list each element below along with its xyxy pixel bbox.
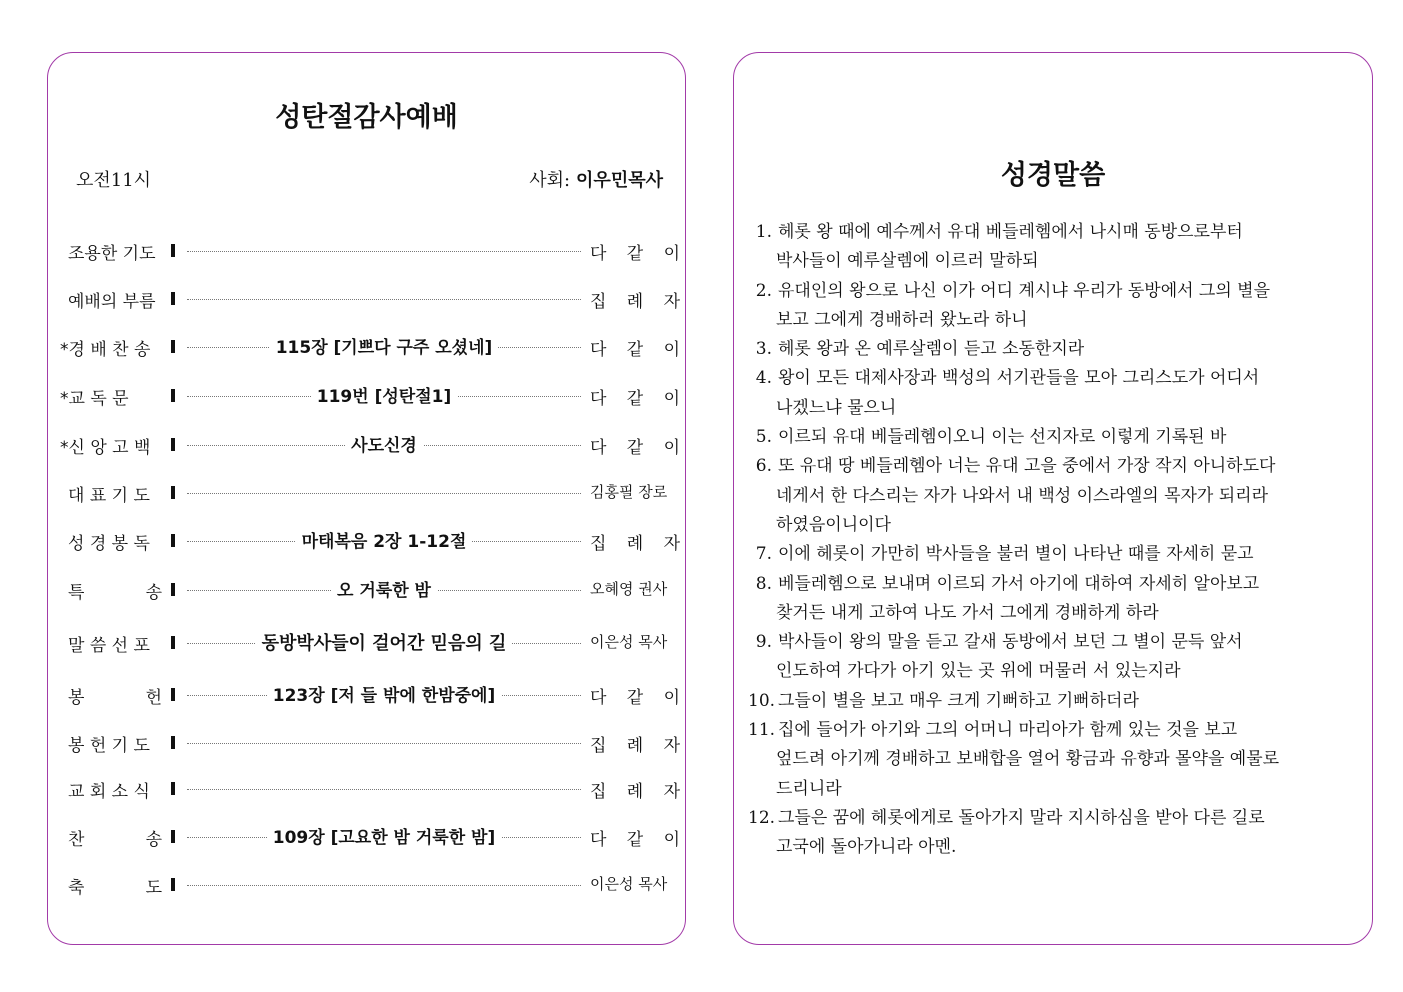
row-officiant: 집 례 자 <box>590 782 680 802</box>
verse-continuation-line <box>748 247 1358 276</box>
verse-text: 그들은 꿈에 헤롯에게로 돌아가지 말라 지시하심을 받아 다른 길로 <box>778 807 1265 828</box>
order-row <box>48 574 685 604</box>
row-label: 봉 헌 <box>68 688 162 708</box>
verse-line <box>748 335 1358 364</box>
verse-text: 그들이 별을 보고 매우 크게 기뻐하고 기뻐하더라 <box>778 690 1139 711</box>
scripture-panel <box>733 52 1373 945</box>
verse-continuation-line <box>748 394 1358 423</box>
order-row <box>48 477 685 507</box>
order-row <box>48 679 685 709</box>
verse <box>748 218 1358 277</box>
row-officiant: 김홍필 장로 <box>590 483 668 501</box>
dotted-leader <box>187 885 581 886</box>
verse-text: 나겠느냐 물으니 <box>776 397 897 418</box>
verse <box>748 804 1358 863</box>
row-officiant: 다 같 이 <box>590 830 680 850</box>
row-content <box>187 629 581 655</box>
row-label: 대 표 기 도 <box>68 486 150 506</box>
row-label: 봉 헌 기 도 <box>68 736 150 756</box>
verse-text: 유대인의 왕으로 나신 이가 어디 계시냐 우리가 동방에서 그의 별을 <box>778 280 1271 301</box>
verse-number: 5. <box>755 427 772 448</box>
row-marker <box>171 878 175 891</box>
verse-text: 네게서 한 다스리는 자가 나와서 내 백성 이스라엘의 목자가 되리라 <box>776 485 1269 506</box>
row-content <box>187 333 581 358</box>
verse-line <box>748 716 1358 745</box>
verse-text: 이에 헤롯이 가만히 박사들을 불러 별이 나타난 때를 자세히 묻고 <box>778 544 1254 565</box>
verse-text: 엎드려 아기께 경배하고 보배합을 열어 황금과 유향과 몰약을 예물로 <box>776 749 1280 770</box>
verse <box>748 687 1358 716</box>
row-marker <box>171 534 175 547</box>
row-officiant: 다 같 이 <box>590 340 680 360</box>
host-name: 이우민목사 <box>576 170 663 191</box>
row-content-text: 123장 [저 들 밖에 한밤중에] <box>267 686 502 706</box>
verse-text: 왕이 모든 대제사장과 백성의 서기관들을 모아 그리스도가 어디서 <box>778 368 1260 389</box>
verse-text: 인도하여 가다가 아기 있는 곳 위에 머물러 서 있는지라 <box>776 661 1181 682</box>
scripture-title: 성경말씀 <box>1000 160 1106 191</box>
row-marker <box>171 438 175 451</box>
row-marker <box>171 292 175 305</box>
row-marker <box>171 244 175 257</box>
row-marker <box>171 830 175 843</box>
dotted-leader <box>187 493 581 494</box>
verse-number: 11. <box>748 720 776 741</box>
row-content <box>187 527 581 552</box>
verse-text: 고국에 돌아가니라 아멘. <box>776 837 957 858</box>
dotted-leader <box>187 251 581 252</box>
service-time: 오전11시 <box>76 170 152 191</box>
verse <box>748 277 1358 336</box>
row-officiant: 다 같 이 <box>590 688 680 708</box>
verse-continuation-line <box>748 657 1358 686</box>
row-officiant: 집 례 자 <box>590 292 680 312</box>
verse-continuation-line <box>748 833 1358 862</box>
scripture-text <box>748 218 1358 863</box>
verse <box>748 423 1358 452</box>
row-officiant: 오혜영 권사 <box>590 580 668 598</box>
order-row <box>48 283 685 313</box>
row-label: 성 경 봉 독 <box>68 534 150 554</box>
row-marker <box>171 636 175 649</box>
row-label: 예배의 부름 <box>68 292 156 312</box>
row-content <box>187 431 581 456</box>
verse-continuation-line <box>748 745 1358 774</box>
row-officiant: 다 같 이 <box>590 389 680 409</box>
order-row <box>48 773 685 803</box>
verse-continuation-line <box>748 599 1358 628</box>
verse-number: 10. <box>748 690 776 711</box>
row-label: 조용한 기도 <box>68 244 156 264</box>
row-officiant: 다 같 이 <box>590 438 680 458</box>
verse-text: 하였음이니이다 <box>776 514 891 535</box>
dotted-leader <box>187 743 581 744</box>
verse-number: 6. <box>755 456 772 477</box>
verse-text: 집에 들어가 아기와 그의 어머니 마리아가 함께 있는 것을 보고 <box>778 720 1238 741</box>
row-content-text: 동방박사들이 걸어간 믿음의 길 <box>256 633 513 654</box>
verse <box>748 335 1358 364</box>
verse-text: 드리니라 <box>776 778 842 799</box>
row-officiant: 이은성 목사 <box>590 633 668 651</box>
row-label: 찬 송 <box>68 830 162 850</box>
row-content-text: 115장 [기쁘다 구주 오셨네] <box>270 338 499 358</box>
row-marker <box>171 736 175 749</box>
row-label: 축 도 <box>68 878 162 898</box>
row-officiant: 다 같 이 <box>590 244 680 264</box>
host-label: 사회: <box>529 170 571 191</box>
order-row <box>48 380 685 410</box>
row-content <box>187 382 581 407</box>
verse-line <box>748 452 1358 481</box>
row-content-text: 마태복음 2장 1-12절 <box>296 532 473 552</box>
row-label: *신 앙 고 백 <box>60 438 151 458</box>
row-label: 말 씀 선 포 <box>68 636 150 656</box>
row-content <box>187 576 581 601</box>
verse <box>748 570 1358 629</box>
verse-line <box>748 628 1358 657</box>
row-marker <box>171 340 175 353</box>
verse-number: 9. <box>755 632 772 653</box>
row-label: *경 배 찬 송 <box>60 340 151 360</box>
verse-continuation-line <box>748 775 1358 804</box>
host-info <box>529 166 663 192</box>
verse-text: 보고 그에게 경배하러 왔노라 하니 <box>776 309 1028 330</box>
row-content <box>187 823 581 848</box>
row-content-text: 사도신경 <box>345 436 423 456</box>
verse-line <box>748 570 1358 599</box>
order-row <box>48 869 685 899</box>
row-officiant: 집 례 자 <box>590 534 680 554</box>
order-row <box>48 525 685 555</box>
verse-number: 8. <box>755 573 772 594</box>
dotted-leader <box>187 299 581 300</box>
row-content-text: 119번 [성탄절1] <box>311 387 457 407</box>
order-row <box>48 821 685 851</box>
order-row <box>48 627 685 657</box>
verse-number: 4. <box>755 368 772 389</box>
row-marker <box>171 583 175 596</box>
verse-line <box>748 687 1358 716</box>
verse-text: 또 유대 땅 베들레헴아 너는 유대 고을 중에서 가장 작지 아니하도다 <box>778 456 1276 477</box>
row-label: *교 독 문 <box>60 389 129 409</box>
verse-number: 1. <box>755 222 772 242</box>
verse-text: 헤롯 왕 때에 예수께서 유대 베들레헴에서 나시매 동방으로부터 <box>778 222 1243 242</box>
row-marker <box>171 389 175 402</box>
verse <box>748 628 1358 687</box>
verse-continuation-line <box>748 482 1358 511</box>
order-of-worship-panel <box>47 52 686 945</box>
verse-line <box>748 423 1358 452</box>
verse-line <box>748 364 1358 393</box>
verse-number: 2. <box>755 280 772 301</box>
page-title: 성탄절감사예배 <box>275 102 458 133</box>
row-officiant: 이은성 목사 <box>590 875 668 893</box>
order-row <box>48 331 685 361</box>
row-label: 교 회 소 식 <box>68 782 150 802</box>
verse-number: 7. <box>755 544 772 565</box>
row-marker <box>171 486 175 499</box>
verse-continuation-line <box>748 511 1358 540</box>
verse <box>748 540 1358 569</box>
verse-line <box>748 540 1358 569</box>
row-marker <box>171 782 175 795</box>
order-row <box>48 429 685 459</box>
verse-text: 베들레헴으로 보내며 이르되 가서 아기에 대하여 자세히 알아보고 <box>778 573 1260 594</box>
verse <box>748 716 1358 804</box>
verse-line <box>748 277 1358 306</box>
order-row <box>48 235 685 265</box>
verse <box>748 452 1358 540</box>
dotted-leader <box>187 789 581 790</box>
verse-text: 찾거든 내게 고하여 나도 가서 그에게 경배하게 하라 <box>776 602 1159 623</box>
verse-line <box>748 804 1358 833</box>
verse-text: 헤롯 왕과 온 예루살렘이 듣고 소동한지라 <box>778 339 1085 360</box>
verse-text: 박사들이 왕의 말을 듣고 갈새 동방에서 보던 그 별이 문득 앞서 <box>778 632 1243 653</box>
row-content <box>187 681 581 706</box>
verse-line <box>748 218 1358 247</box>
verse-continuation-line <box>748 306 1358 335</box>
row-content-text: 오 거룩한 밤 <box>331 581 437 601</box>
order-row <box>48 727 685 757</box>
verse-number: 12. <box>748 807 776 828</box>
row-officiant: 집 례 자 <box>590 736 680 756</box>
row-content-text: 109장 [고요한 밤 거룩한 밤] <box>267 828 502 848</box>
row-marker <box>171 688 175 701</box>
verse <box>748 364 1358 423</box>
row-label: 특 송 <box>68 583 162 603</box>
verse-text: 이르되 유대 베들레헴이오니 이는 선지자로 이렇게 기록된 바 <box>778 427 1227 448</box>
verse-text: 박사들이 예루살렘에 이르러 말하되 <box>776 251 1039 272</box>
verse-number: 3. <box>755 339 772 360</box>
